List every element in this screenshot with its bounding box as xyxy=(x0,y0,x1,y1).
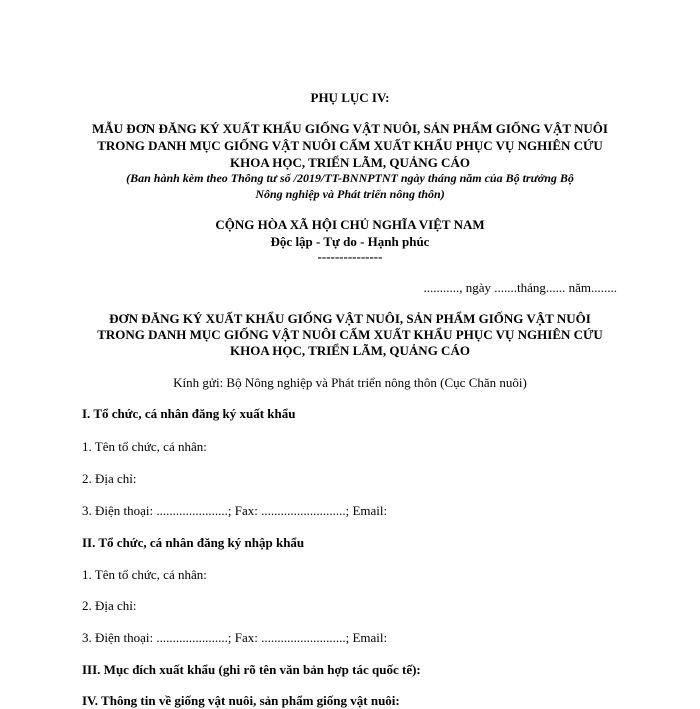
section-2-contact-field: 3. Điện thoại: ......................; Fax: ..........................; Email: xyxy=(82,630,388,645)
section-2-heading: II. Tổ chức, cá nhân đăng ký nhập khẩu xyxy=(82,535,305,550)
issued-note-line-1: (Ban hành kèm theo Thông tư số /2019/TT-BNNPTNT ngày tháng năm của Bộ trưởng Bộ xyxy=(126,171,574,185)
date-line: ..........., ngày .......tháng...... năm........ xyxy=(423,280,617,295)
application-title-line-2: TRONG DANH MỤC GIỐNG VẬT NUÔI CẤM XUẤT KHẨU PHỤC VỤ NGHIÊN CỨU xyxy=(97,327,603,342)
appendix-title: PHỤ LỤC IV: xyxy=(310,90,390,105)
section-4-heading: IV. Thông tin về giống vật nuôi, sản phẩm giống vật nuôi: xyxy=(82,693,400,708)
motto-separator: --------------- xyxy=(317,249,383,264)
section-2-address-field: 2. Địa chỉ: xyxy=(82,598,137,613)
section-2-name-field: 1. Tên tổ chức, cá nhân: xyxy=(82,567,207,582)
application-title-line-3: KHOA HỌC, TRIỂN LÃM, QUẢNG CÁO xyxy=(230,343,470,358)
national-motto: Độc lập - Tự do - Hạnh phúc xyxy=(270,234,430,249)
recipient-line: Kính gửi: Bộ Nông nghiệp và Phát triển nông thôn (Cục Chăn nuôi) xyxy=(173,375,527,390)
form-title-line-2: TRONG DANH MỤC GIỐNG VẬT NUÔI CẤM XUẤT KHẨU PHỤC VỤ NGHIÊN CỨU xyxy=(97,138,603,153)
form-title-line-1: MẪU ĐƠN ĐĂNG KÝ XUẤT KHẨU GIỐNG VẬT NUÔI, SẢN PHẨM GIỐNG VẬT NUÔI xyxy=(92,121,608,136)
section-1-address-field: 2. Địa chỉ: xyxy=(82,471,137,486)
application-title-line-1: ĐƠN ĐĂNG KÝ XUẤT KHẨU GIỐNG VẬT NUÔI, SẢN PHẨM GIỐNG VẬT NUÔI xyxy=(109,311,591,326)
section-3-heading: III. Mục đích xuất khẩu (ghi rõ tên văn bản hợp tác quốc tế): xyxy=(82,662,421,677)
section-1-contact-field: 3. Điện thoại: ......................; Fax: ..........................; Email: xyxy=(82,503,388,518)
national-title: CỘNG HÒA XÃ HỘI CHỦ NGHĨA VIỆT NAM xyxy=(215,217,485,232)
form-title-line-3: KHOA HỌC, TRIỂN LÃM, QUẢNG CÁO xyxy=(230,155,470,170)
section-1-heading: I. Tổ chức, cá nhân đăng ký xuất khẩu xyxy=(82,406,296,421)
section-1-name-field: 1. Tên tổ chức, cá nhân: xyxy=(82,439,207,454)
issued-note-line-2: Nông nghiệp và Phát triển nông thôn) xyxy=(255,187,445,201)
